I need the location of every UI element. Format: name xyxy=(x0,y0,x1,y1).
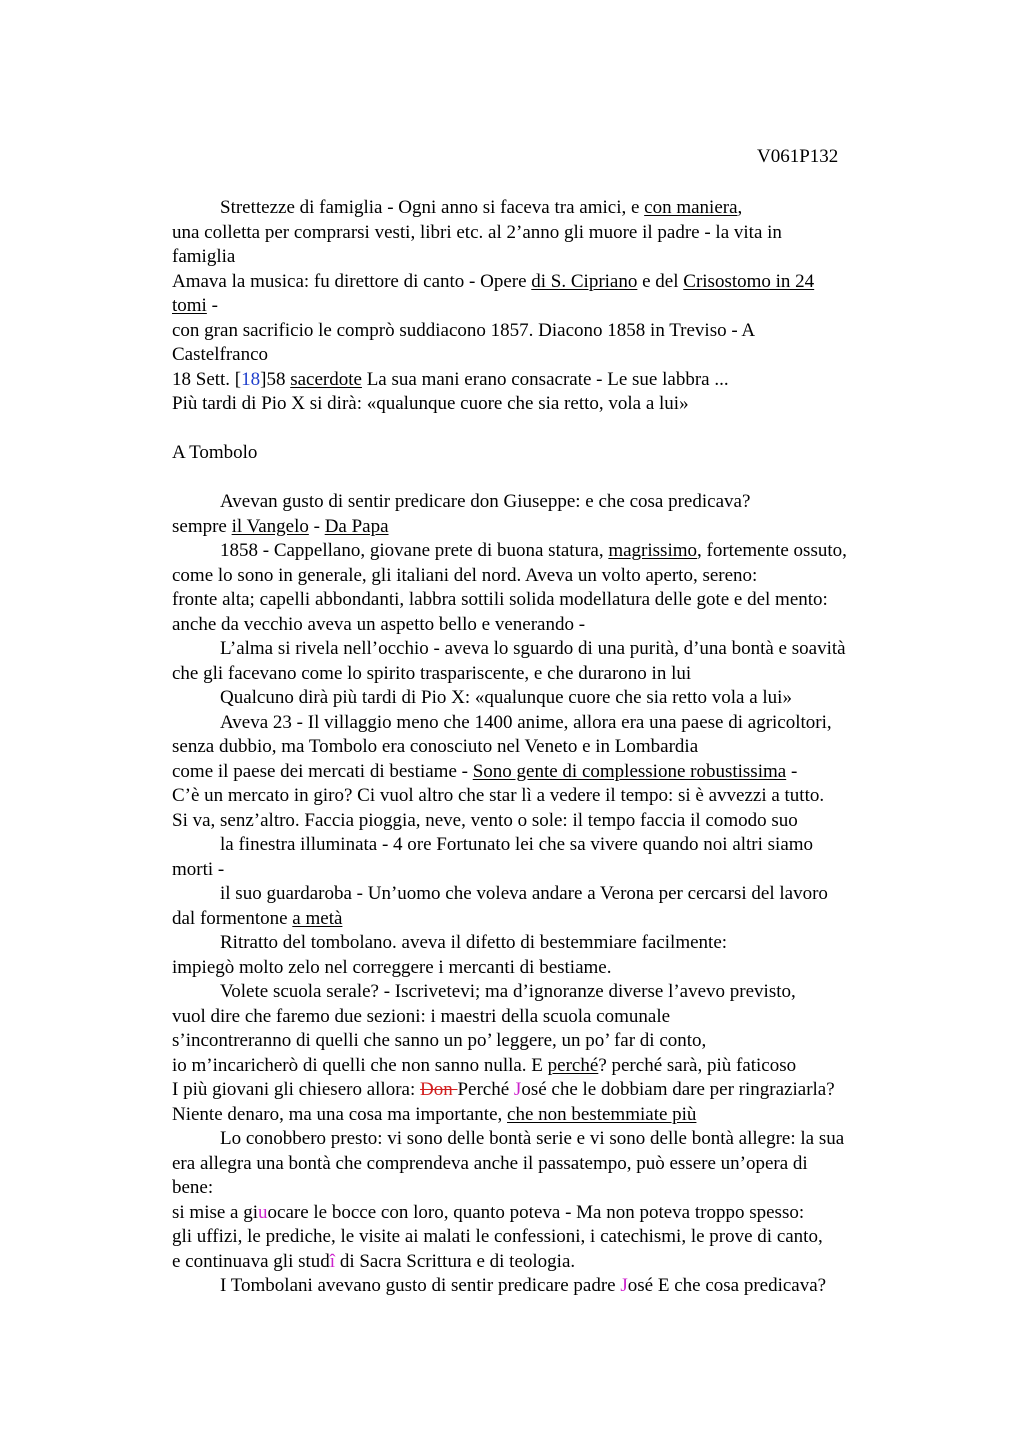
text: e continuava gli stud xyxy=(172,1250,330,1272)
magenta-correction: u xyxy=(258,1201,268,1223)
text-line: bene: xyxy=(172,1177,214,1198)
text-line: gli uffizi, le prediche, le visite ai malati le confessioni, i catechismi, le prove di canto, xyxy=(172,1226,823,1247)
text-line: che gli facevano come lo spirito traspariscente, e che durarono in lui xyxy=(172,662,692,684)
text-line xyxy=(172,1250,912,1275)
strikethrough-text: Don xyxy=(419,1079,458,1100)
document-body xyxy=(172,196,912,1299)
text: - xyxy=(786,760,798,782)
underlined-text: che non bestemmiate più xyxy=(507,1103,697,1125)
text-line: Qualcuno dirà più tardi di Pio X: «qualunque cuore che sia retto vola a lui» xyxy=(220,687,792,708)
text-line: Si va, senz’altro. Faccia pioggia, neve, vento o sole: il tempo faccia il comodo suo xyxy=(172,809,798,831)
text-line: anche da vecchio aveva un aspetto bello e venerando - xyxy=(172,613,586,635)
text: I più giovani gli chiesero allora: xyxy=(172,1079,420,1100)
text-line: senza dubbio, ma Tombolo era conosciuto nel Veneto e in Lombardia xyxy=(172,736,699,757)
text-line xyxy=(172,270,912,295)
text: come il paese dei mercati di bestiame - xyxy=(172,760,473,782)
text: Amava la musica: fu direttore di canto - Opere xyxy=(172,270,532,292)
text: ocare le bocce con loro, quanto poteva - Ma non poteva troppo spesso: xyxy=(267,1201,805,1223)
underlined-text: Da Papa xyxy=(324,515,389,537)
text-line xyxy=(172,539,912,564)
text-line: morti - xyxy=(172,858,225,880)
magenta-correction: J xyxy=(513,1079,522,1100)
text: 1858 - Cappellano, giovane prete di buona statura, xyxy=(220,540,609,561)
text-line xyxy=(172,907,912,932)
text-line: fronte alta; capelli abbondanti, labbra sottili solida modellatura delle gote e del mento: xyxy=(172,589,828,610)
magenta-correction: î xyxy=(329,1250,336,1272)
text: Strettezze di famiglia - Ogni anno si faceva tra amici, e xyxy=(220,197,645,218)
text-line xyxy=(172,1201,912,1226)
underlined-text: a metà xyxy=(292,907,343,929)
text-line xyxy=(172,368,912,393)
underlined-text: tomi xyxy=(172,295,207,316)
text-line: era allegra una bontà che comprendeva anche il passatempo, può essere un’opera di xyxy=(172,1152,808,1174)
text: - xyxy=(206,295,218,316)
underlined-text: Crisostomo in 24 xyxy=(683,270,815,292)
text: I Tombolani avevano gusto di sentir predicare padre xyxy=(220,1275,621,1296)
text-line: con gran sacrificio le comprò suddiacono 1857. Diacono 1858 in Treviso - A xyxy=(172,319,756,341)
underlined-text: magrissimo xyxy=(608,540,698,561)
text: di Sacra Scrittura e di teologia. xyxy=(335,1250,576,1272)
text-line xyxy=(172,196,912,221)
text-line: la finestra illuminata - 4 ore Fortunato lei che sa vivere quando noi altri siamo xyxy=(220,834,814,855)
underlined-text: di S. Cipriano xyxy=(531,270,638,292)
underlined-text: sacerdote xyxy=(290,368,362,390)
text-line: Volete scuola serale? - Iscrivetevi; ma d’ignoranze diverse l’avevo previsto, xyxy=(220,981,796,1002)
text: io m’incaricherò di quelli che non sanno nulla. E xyxy=(172,1054,548,1076)
text-line: impiegò molto zelo nel correggere i mercanti di bestiame. xyxy=(172,956,612,978)
magenta-correction: J xyxy=(620,1275,628,1296)
text: , fortemente ossuto, xyxy=(697,540,847,561)
text: osé E che cosa predicava? xyxy=(627,1275,827,1296)
text-line: Castelfranco xyxy=(172,344,269,365)
blue-correction: 18 xyxy=(241,368,261,390)
text-line: Più tardi di Pio X si dirà: «qualunque cuore che sia retto, vola a lui» xyxy=(172,393,689,414)
text-line: vuol dire che faremo due sezioni: i maestri della scuola comunale xyxy=(172,1005,671,1027)
text: dal formentone xyxy=(172,907,293,929)
text: sempre xyxy=(172,515,232,537)
text-line: come lo sono in generale, gli italiani del nord. Aveva un volto aperto, sereno: xyxy=(172,564,758,586)
text-line: Avevan gusto di sentir predicare don Giuseppe: e che cosa predicava? xyxy=(220,491,751,512)
text-line: L’alma si rivela nell’occhio - aveva lo sguardo di una purità, d’una bontà e soavità xyxy=(220,638,846,659)
text-line: Ritratto del tombolano. aveva il difetto di bestemmiare facilmente: xyxy=(220,932,728,953)
text: osé che le dobbiam dare per ringraziarla? xyxy=(521,1079,835,1100)
text: Perché xyxy=(457,1079,514,1100)
underlined-text: perché xyxy=(547,1054,599,1076)
text-line xyxy=(172,294,912,319)
text-line: famiglia xyxy=(172,246,236,267)
text: 18 Sett. [ xyxy=(172,368,242,390)
text-line xyxy=(172,1078,912,1103)
underlined-text: Sono gente di complessione robustissima xyxy=(472,760,787,782)
text-line: C’è un mercato in giro? Ci vuol altro che star lì a vedere il tempo: si è avvezzi a tutto. xyxy=(172,785,825,806)
text: La sua mani erano consacrate - Le sue labbra ... xyxy=(361,368,729,390)
text: e del xyxy=(637,270,684,292)
text-line xyxy=(172,760,912,785)
section-heading: A Tombolo xyxy=(172,442,258,463)
text-line xyxy=(172,515,912,540)
text: - xyxy=(308,515,325,537)
text: ]58 xyxy=(260,368,291,390)
text-line xyxy=(172,1103,912,1128)
text: Niente denaro, ma una cosa ma importante, xyxy=(172,1103,508,1125)
text-line: Aveva 23 - Il villaggio meno che 1400 anime, allora era una paese di agricoltori, xyxy=(220,711,832,733)
text-line: Lo conobbero presto: vi sono delle bontà serie e vi sono delle bontà allegre: la sua xyxy=(220,1128,845,1149)
underlined-text: con maniera xyxy=(644,197,738,218)
text: ? perché sarà, più faticoso xyxy=(598,1054,797,1076)
text-line: il suo guardaroba - Un’uomo che voleva andare a Verona per cercarsi del lavoro xyxy=(220,883,828,904)
text-line xyxy=(172,1054,912,1079)
text-line: s’incontreranno di quelli che sanno un po’ leggere, un po’ far di conto, xyxy=(172,1030,707,1051)
text-line xyxy=(172,1274,912,1299)
text: si mise a gi xyxy=(172,1201,259,1223)
text: , xyxy=(737,197,743,218)
text-line: una colletta per comprarsi vesti, libri etc. al 2’anno gli muore il padre - la vita in xyxy=(172,221,782,243)
page-reference: V061P132 xyxy=(757,146,839,167)
underlined-text: il Vangelo xyxy=(231,515,309,537)
